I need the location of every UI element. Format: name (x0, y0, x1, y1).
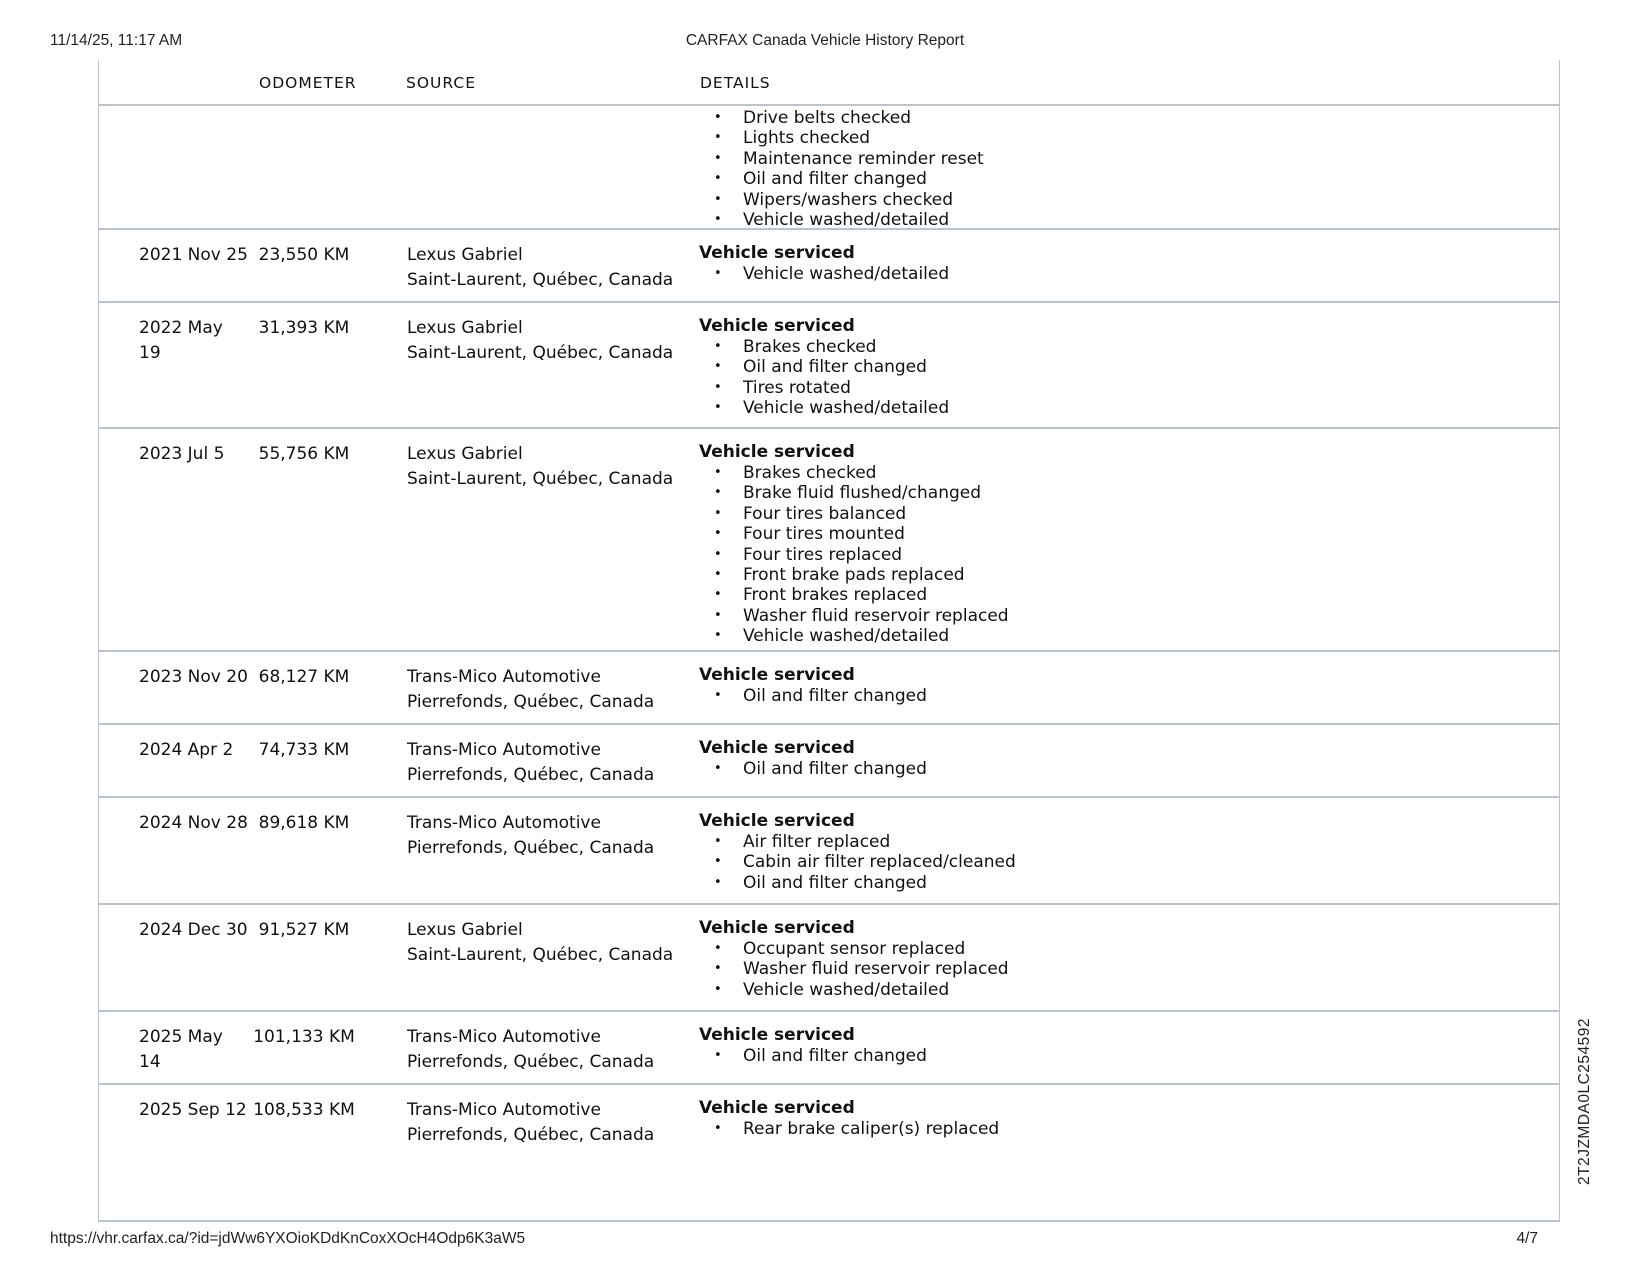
service-item-text: Tires rotated (743, 377, 851, 398)
bullet-icon: • (714, 688, 722, 703)
service-item-text: Four tires replaced (743, 544, 903, 565)
service-item (699, 108, 1399, 128)
service-item (699, 264, 1399, 284)
service-item (699, 524, 1399, 544)
service-item-text: Oil and filter changed (743, 357, 927, 378)
bullet-icon: • (714, 400, 722, 416)
service-item-text: Four tires mounted (743, 524, 905, 545)
service-item-text: Vehicle washed/detailed (743, 979, 950, 1000)
record-date: 2024 Apr 2 (139, 740, 234, 760)
service-item-list (699, 939, 1399, 1000)
service-item-text: Four tires balanced (743, 503, 907, 524)
source-location: Saint-Laurent, Québec, Canada (407, 945, 674, 965)
service-title: Vehicle serviced (699, 811, 855, 831)
record-date: 2023 Nov 20 (139, 667, 248, 687)
service-item-text: Brakes checked (743, 337, 877, 357)
details-cell (699, 918, 1399, 1000)
service-title: Vehicle serviced (699, 665, 855, 685)
service-item-text: Wipers/washers checked (743, 189, 954, 210)
bullet-icon: • (714, 1121, 722, 1136)
source-location: Pierrefonds, Québec, Canada (407, 692, 655, 712)
details-cell (699, 442, 1399, 647)
service-item-text: Cabin air filter replaced/cleaned (743, 852, 1016, 873)
bullet-icon: • (714, 359, 722, 375)
service-item (699, 852, 1399, 872)
record-date: 2025 May 14 (139, 1027, 223, 1072)
service-item-text: Occupant sensor replaced (743, 939, 966, 959)
bullet-icon: • (714, 761, 722, 776)
bullet-icon: • (714, 587, 722, 603)
source-name: Trans-Mico Automotive (407, 813, 601, 833)
service-item-text: Maintenance reminder reset (743, 148, 984, 169)
source-name: Trans-Mico Automotive (407, 740, 601, 760)
details-cell (699, 316, 1399, 419)
service-item-text: Rear brake caliper(s) replaced (743, 1119, 1000, 1139)
details-cell (699, 1098, 1399, 1139)
details-cell (699, 1025, 1399, 1066)
service-item (699, 606, 1399, 626)
bullet-icon: • (714, 567, 722, 583)
details-column-header: DETAILS (700, 74, 771, 92)
service-item-text: Brakes checked (743, 463, 877, 483)
service-title: Vehicle serviced (699, 918, 855, 938)
bullet-icon: • (714, 339, 722, 354)
bullet-icon: • (714, 961, 722, 977)
record-odometer: 108,533 KM (253, 1100, 355, 1120)
record-odometer: 23,550 KM (258, 245, 350, 265)
table-row (99, 230, 1559, 303)
record-source (407, 243, 687, 293)
source-name: Trans-Mico Automotive (407, 1100, 601, 1120)
service-item-text: Oil and filter changed (743, 169, 927, 190)
service-item-text: Front brake pads replaced (743, 565, 965, 586)
service-item-text: Vehicle washed/detailed (743, 398, 950, 419)
service-item-text: Oil and filter changed (743, 1046, 927, 1066)
service-item-list (699, 832, 1399, 893)
service-item-text: Lights checked (743, 128, 871, 149)
record-source (407, 442, 687, 492)
source-location: Pierrefonds, Québec, Canada (407, 765, 655, 785)
source-location: Pierrefonds, Québec, Canada (407, 1125, 655, 1145)
service-item (699, 504, 1399, 524)
record-source (407, 1098, 687, 1148)
service-item-list (699, 759, 1399, 779)
record-date: 2024 Dec 30 (139, 920, 248, 940)
service-title: Vehicle serviced (699, 1098, 855, 1118)
service-item-list (699, 264, 1399, 284)
record-source (407, 316, 687, 366)
service-item (699, 463, 1399, 483)
bullet-icon: • (714, 150, 722, 166)
source-name: Lexus Gabriel (407, 444, 523, 464)
record-source (407, 918, 687, 968)
source-name: Trans-Mico Automotive (407, 1027, 601, 1047)
source-location: Saint-Laurent, Québec, Canada (407, 270, 674, 290)
service-item-text: Vehicle washed/detailed (743, 626, 950, 647)
service-item (699, 378, 1399, 398)
service-title: Vehicle serviced (699, 243, 855, 263)
source-location: Pierrefonds, Québec, Canada (407, 838, 655, 858)
service-item-text: Washer fluid reservoir replaced (743, 959, 1009, 980)
details-cell (699, 108, 1399, 230)
service-item (699, 759, 1399, 779)
source-location: Saint-Laurent, Québec, Canada (407, 469, 674, 489)
table-row-continued (99, 106, 1559, 230)
service-item-text: Oil and filter changed (743, 759, 927, 779)
table-row (99, 1012, 1559, 1085)
service-item-text: Vehicle washed/detailed (743, 210, 950, 231)
service-item (699, 873, 1399, 893)
source-name: Lexus Gabriel (407, 318, 523, 338)
table-row (99, 1085, 1559, 1222)
service-item-text: Washer fluid reservoir replaced (743, 605, 1009, 626)
bullet-icon: • (714, 854, 722, 870)
source-name: Lexus Gabriel (407, 920, 523, 940)
record-source (407, 811, 687, 861)
service-title: Vehicle serviced (699, 738, 855, 758)
odometer-column-header: ODOMETER (259, 74, 357, 92)
service-item-text: Oil and filter changed (743, 686, 927, 706)
record-odometer: 101,133 KM (253, 1027, 355, 1047)
service-item (699, 483, 1399, 503)
source-name: Lexus Gabriel (407, 245, 523, 265)
service-item-list (699, 1119, 1399, 1139)
service-item (699, 980, 1399, 1000)
record-date: 2023 Jul 5 (139, 444, 225, 464)
print-datetime: 11/14/25, 11:17 AM (50, 32, 183, 49)
service-item-text: Drive belts checked (743, 108, 912, 128)
bullet-icon: • (714, 607, 722, 623)
service-item (699, 1119, 1399, 1139)
service-item (699, 128, 1399, 148)
bullet-icon: • (714, 874, 722, 890)
record-odometer: 68,127 KM (258, 667, 350, 687)
bullet-icon: • (714, 171, 722, 187)
bullet-icon: • (714, 1048, 722, 1063)
service-item (699, 337, 1399, 357)
service-item-list (699, 463, 1399, 647)
bullet-icon: • (714, 981, 722, 997)
report-url[interactable]: https://vhr.carfax.ca/?id=jdWw6YXOioKDdKnCoxXOcH4Odp6K3aW5 (50, 1230, 526, 1247)
service-item (699, 832, 1399, 852)
service-item-text: Oil and filter changed (743, 872, 927, 893)
service-item (699, 210, 1399, 230)
bullet-icon: • (714, 212, 722, 228)
service-item (699, 149, 1399, 169)
page-number: 4/7 (1516, 1230, 1538, 1247)
record-date: 2024 Nov 28 (139, 813, 248, 833)
details-cell (699, 738, 1399, 779)
service-item-text: Air filter replaced (743, 832, 891, 852)
record-date: 2022 May 19 (139, 318, 223, 363)
bullet-icon: • (714, 191, 722, 207)
service-item (699, 357, 1399, 377)
bullet-icon: • (714, 505, 722, 521)
record-source (407, 665, 687, 715)
service-item-list (699, 337, 1399, 419)
document-title: CARFAX Canada Vehicle History Report (685, 32, 965, 49)
service-title: Vehicle serviced (699, 442, 855, 462)
service-item (699, 190, 1399, 210)
service-item (699, 565, 1399, 585)
service-item (699, 626, 1399, 646)
record-odometer: 55,756 KM (258, 444, 350, 464)
table-row (99, 303, 1559, 429)
details-cell (699, 243, 1399, 284)
bullet-icon: • (714, 130, 722, 146)
record-odometer: 74,733 KM (258, 740, 350, 760)
source-column-header: SOURCE (406, 74, 476, 92)
service-item-text: Vehicle washed/detailed (743, 264, 950, 284)
service-item (699, 686, 1399, 706)
bullet-icon: • (714, 379, 722, 395)
service-item-list (699, 108, 1399, 230)
record-date: 2025 Sep 12 (139, 1100, 247, 1120)
vin-sidebar: 2T2JZMDA0LC254592 (1576, 1017, 1593, 1185)
table-row (99, 429, 1559, 652)
service-item (699, 585, 1399, 605)
bullet-icon: • (714, 465, 722, 480)
record-odometer: 89,618 KM (258, 813, 350, 833)
table-row (99, 798, 1559, 905)
bullet-icon: • (714, 266, 722, 281)
record-odometer: 31,393 KM (258, 318, 350, 338)
bullet-icon: • (714, 546, 722, 562)
bullet-icon: • (714, 628, 722, 644)
bullet-icon: • (714, 526, 722, 542)
service-item (699, 959, 1399, 979)
source-name: Trans-Mico Automotive (407, 667, 601, 687)
source-location: Saint-Laurent, Québec, Canada (407, 343, 674, 363)
service-item-text: Brake fluid flushed/changed (743, 483, 982, 504)
source-location: Pierrefonds, Québec, Canada (407, 1052, 655, 1072)
bullet-icon: • (714, 941, 722, 956)
record-source (407, 738, 687, 788)
bullet-icon: • (714, 834, 722, 849)
service-item (699, 939, 1399, 959)
service-item-text: Front brakes replaced (743, 585, 928, 606)
record-date: 2021 Nov 25 (139, 245, 248, 265)
service-item (699, 545, 1399, 565)
service-item-list (699, 686, 1399, 706)
history-table (98, 60, 1560, 1222)
table-row (99, 652, 1559, 725)
record-odometer: 91,527 KM (258, 920, 350, 940)
service-item (699, 169, 1399, 189)
service-item-list (699, 1046, 1399, 1066)
bullet-icon: • (714, 110, 722, 125)
service-title: Vehicle serviced (699, 316, 855, 336)
details-cell (699, 665, 1399, 706)
service-item (699, 1046, 1399, 1066)
service-title: Vehicle serviced (699, 1025, 855, 1045)
table-row (99, 725, 1559, 798)
record-source (407, 1025, 687, 1075)
table-row (99, 905, 1559, 1012)
bullet-icon: • (714, 485, 722, 501)
service-item (699, 398, 1399, 418)
details-cell (699, 811, 1399, 893)
